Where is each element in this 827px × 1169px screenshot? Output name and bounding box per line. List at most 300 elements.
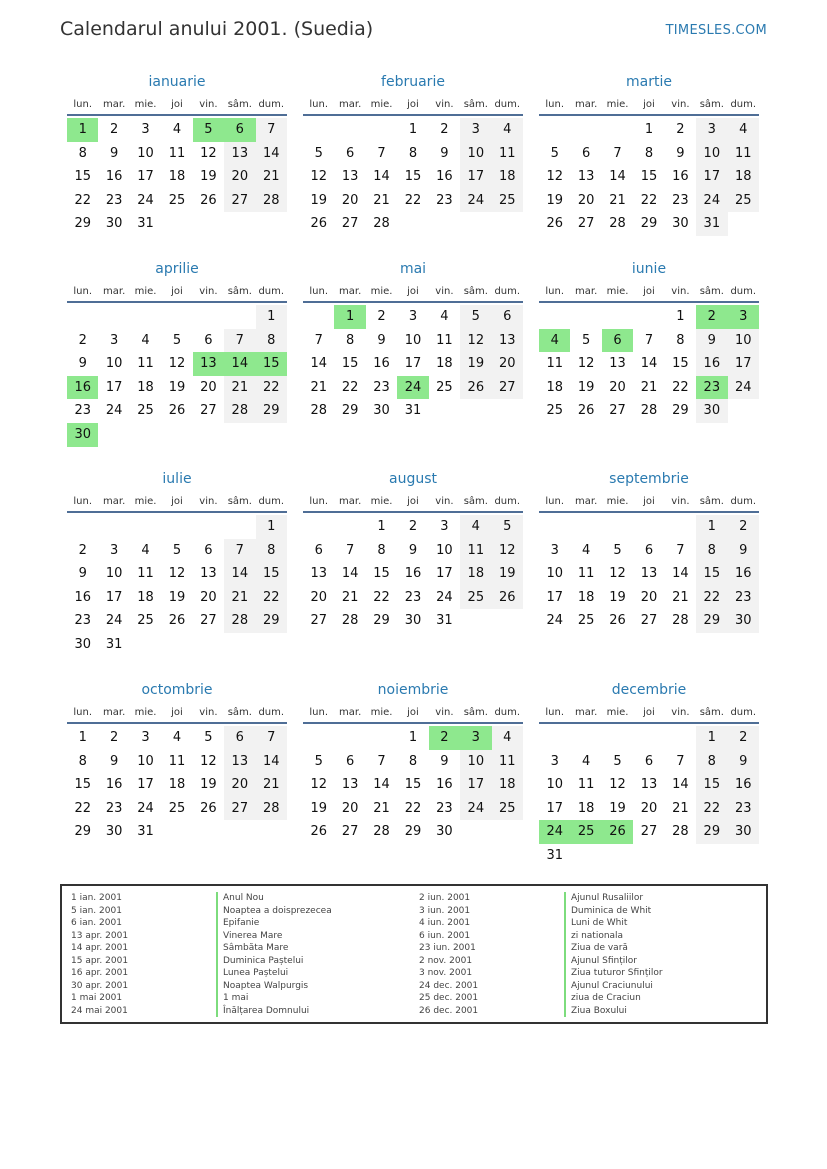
day-cell: 16 xyxy=(105,777,123,793)
month-august xyxy=(303,470,523,633)
empty-cell xyxy=(161,212,192,236)
holiday-row xyxy=(419,992,759,1005)
holiday-row xyxy=(71,1005,411,1018)
day-cell: 18 xyxy=(577,800,595,816)
day-cell: 19 xyxy=(310,192,327,208)
day-cell: 30 xyxy=(728,609,759,633)
week-row xyxy=(303,820,523,844)
week-row xyxy=(67,750,287,774)
day-cell: 3 xyxy=(109,542,119,558)
day-cell: 1 xyxy=(334,305,365,329)
day-cell: 6 xyxy=(581,145,591,161)
day-cell: 20 xyxy=(310,589,327,605)
day-cell: 10 xyxy=(546,777,563,793)
day-cell: 10 xyxy=(460,750,491,774)
day-cell: 7 xyxy=(256,118,287,142)
week-row xyxy=(303,539,523,563)
day-cell: 24 xyxy=(728,376,759,400)
month-name: octombrie xyxy=(141,682,213,698)
day-cell: 24 xyxy=(436,589,453,605)
holiday-row xyxy=(71,917,411,930)
day-cell: 12 xyxy=(609,777,626,793)
empty-cell xyxy=(67,515,98,539)
day-cell: 21 xyxy=(373,192,390,208)
holiday-date: 16 apr. 2001 xyxy=(71,968,129,978)
holiday-name: Ziua tuturor Sfinților xyxy=(564,967,663,980)
weekday-label: sâm. xyxy=(699,707,724,718)
day-cell: 26 xyxy=(546,216,563,232)
week-row xyxy=(67,609,287,633)
day-cell: 16 xyxy=(728,562,759,586)
weekday-header xyxy=(539,704,759,724)
day-cell: 31 xyxy=(137,824,154,840)
day-cell: 25 xyxy=(436,379,453,395)
day-cell: 27 xyxy=(492,376,523,400)
weekday-header xyxy=(67,704,287,724)
day-cell: 17 xyxy=(137,169,154,185)
day-cell: 16 xyxy=(436,169,453,185)
day-cell: 4 xyxy=(581,753,591,769)
empty-cell xyxy=(334,118,365,142)
empty-cell xyxy=(460,399,491,423)
day-cell: 27 xyxy=(640,613,658,629)
weekday-label: vin. xyxy=(435,99,454,110)
holiday-name: Duminica de Whit xyxy=(564,905,651,918)
day-cell: 24 xyxy=(105,613,123,629)
day-cell: 1 xyxy=(256,515,287,539)
day-cell: 17 xyxy=(460,165,491,189)
holiday-name: Duminica Paștelui xyxy=(216,955,303,968)
day-cell: 15 xyxy=(373,566,390,582)
empty-cell xyxy=(665,726,696,750)
day-cell: 29 xyxy=(696,820,727,844)
day-cell: 10 xyxy=(546,566,563,582)
day-cell: 14 xyxy=(672,566,689,582)
day-cell: 22 xyxy=(74,800,91,816)
weekday-label: sâm. xyxy=(463,496,488,507)
day-cell: 24 xyxy=(546,613,563,629)
month-iunie xyxy=(539,260,759,423)
day-cell: 10 xyxy=(696,142,727,166)
weekday-label: lun. xyxy=(545,707,565,718)
weekday-label: lun. xyxy=(73,286,93,297)
day-cell: 30 xyxy=(74,636,91,652)
day-cell: 10 xyxy=(728,329,759,353)
holiday-name: Ajunul Craciunului xyxy=(564,980,653,993)
day-cell: 1 xyxy=(408,730,418,745)
day-cell: 21 xyxy=(609,192,626,208)
day-cell: 21 xyxy=(341,589,359,605)
day-cell: 22 xyxy=(404,800,422,816)
day-cell: 2 xyxy=(78,542,87,558)
day-cell: 2 xyxy=(78,332,87,348)
day-cell: 28 xyxy=(373,216,390,232)
day-cell: 20 xyxy=(200,379,217,395)
day-cell: 1 xyxy=(676,309,685,324)
holiday-date: 6 iun. 2001 xyxy=(419,930,471,941)
weekday-label: lun. xyxy=(73,99,93,110)
day-cell: 28 xyxy=(256,797,287,821)
day-cell: 2 xyxy=(728,726,759,750)
day-cell: 20 xyxy=(224,773,255,797)
day-cell: 14 xyxy=(373,777,390,793)
day-cell: 23 xyxy=(696,376,727,400)
holiday-row xyxy=(71,955,411,968)
empty-cell xyxy=(98,515,129,539)
day-cell: 3 xyxy=(550,542,559,558)
day-cell: 28 xyxy=(672,824,689,840)
weekday-label: vin. xyxy=(199,707,218,718)
day-cell: 8 xyxy=(377,542,386,558)
month-name: iunie xyxy=(631,261,667,277)
empty-cell xyxy=(429,399,460,423)
day-cell: 5 xyxy=(550,145,559,161)
day-cell: 23 xyxy=(105,192,123,208)
day-cell: 9 xyxy=(377,332,386,348)
holiday-name: Ziua de vară xyxy=(564,942,628,955)
day-cell: 23 xyxy=(672,192,689,208)
day-cell: 16 xyxy=(696,352,727,376)
day-cell: 25 xyxy=(577,613,595,629)
day-cell: 25 xyxy=(546,403,563,419)
weekday-header xyxy=(539,96,759,116)
day-cell: 7 xyxy=(314,332,323,348)
day-cell: 1 xyxy=(408,122,418,137)
day-cell: 5 xyxy=(172,332,182,348)
week-row xyxy=(539,539,759,563)
weekday-label: dum. xyxy=(258,286,285,297)
day-cell: 4 xyxy=(492,726,523,750)
weekday-label: sâm. xyxy=(227,707,252,718)
month-name: decembrie xyxy=(611,682,687,698)
day-cell: 15 xyxy=(74,169,91,185)
weekday-label: lun. xyxy=(73,707,93,718)
weekday-label: sâm. xyxy=(463,99,488,110)
week-row xyxy=(303,797,523,821)
weekday-label: mar. xyxy=(339,496,362,507)
holiday-date: 4 iun. 2001 xyxy=(419,918,471,928)
day-cell: 4 xyxy=(728,118,759,142)
day-cell: 12 xyxy=(168,566,186,582)
day-cell: 7 xyxy=(345,542,355,558)
day-cell: 6 xyxy=(644,542,654,558)
weekday-label: mar. xyxy=(103,707,126,718)
day-cell: 6 xyxy=(492,305,523,329)
weekday-label: vin. xyxy=(671,707,690,718)
empty-cell xyxy=(256,820,287,844)
day-cell: 27 xyxy=(224,189,255,213)
weekday-label: dum. xyxy=(258,496,285,507)
weekday-label: mie. xyxy=(606,496,629,507)
empty-cell xyxy=(98,305,129,329)
day-cell: 26 xyxy=(492,586,523,610)
weekday-label: joi xyxy=(171,496,183,507)
weekday-label: joi xyxy=(407,707,419,718)
day-cell: 23 xyxy=(105,800,123,816)
day-cell: 13 xyxy=(492,329,523,353)
day-cell: 6 xyxy=(314,542,323,558)
day-cell: 31 xyxy=(105,636,123,652)
weekday-label: lun. xyxy=(309,99,329,110)
day-cell: 15 xyxy=(640,169,658,185)
holiday-name: Ziua Boxului xyxy=(564,1005,627,1018)
day-cell: 11 xyxy=(168,753,186,769)
day-cell: 6 xyxy=(224,118,255,142)
holiday-name: Înălțarea Domnului xyxy=(216,1005,309,1018)
weekday-label: dum. xyxy=(494,99,521,110)
day-cell: 24 xyxy=(397,376,428,400)
day-cell: 3 xyxy=(728,305,759,329)
day-cell: 26 xyxy=(200,800,217,816)
week-row xyxy=(539,515,759,539)
day-cell: 8 xyxy=(644,145,654,161)
day-cell: 12 xyxy=(168,356,186,372)
day-cell: 22 xyxy=(74,192,91,208)
empty-cell xyxy=(570,726,601,750)
day-cell: 25 xyxy=(460,586,491,610)
empty-cell xyxy=(633,726,664,750)
day-cell: 21 xyxy=(310,379,327,395)
day-cell: 21 xyxy=(640,379,658,395)
day-cell: 24 xyxy=(137,192,154,208)
week-row xyxy=(67,586,287,610)
week-row xyxy=(303,750,523,774)
holiday-row xyxy=(71,980,411,993)
day-cell: 11 xyxy=(546,356,563,372)
holiday-date: 14 apr. 2001 xyxy=(71,943,129,953)
day-cell: 1 xyxy=(644,122,654,137)
day-cell: 18 xyxy=(577,589,595,605)
day-cell: 7 xyxy=(256,726,287,750)
day-cell: 5 xyxy=(460,305,491,329)
day-cell: 13 xyxy=(193,352,224,376)
day-cell: 20 xyxy=(577,192,595,208)
weekday-label: lun. xyxy=(545,99,565,110)
day-cell: 19 xyxy=(492,562,523,586)
day-cell: 24 xyxy=(105,403,123,419)
day-cell: 18 xyxy=(137,379,154,395)
week-row xyxy=(303,515,523,539)
holiday-name: ziua de Craciun xyxy=(564,992,641,1005)
holiday-name: Epifanie xyxy=(216,917,259,930)
week-row xyxy=(67,352,287,376)
day-cell: 26 xyxy=(310,824,327,840)
day-cell: 13 xyxy=(341,777,359,793)
empty-cell xyxy=(602,305,633,329)
weekday-label: dum. xyxy=(258,707,285,718)
day-cell: 17 xyxy=(546,800,563,816)
empty-cell xyxy=(256,633,287,657)
weekday-label: vin. xyxy=(199,496,218,507)
day-cell: 20 xyxy=(200,589,217,605)
weekday-label: vin. xyxy=(435,286,454,297)
day-cell: 15 xyxy=(74,777,91,793)
day-cell: 2 xyxy=(728,515,759,539)
weekday-label: joi xyxy=(643,286,655,297)
empty-cell xyxy=(224,305,255,329)
day-cell: 27 xyxy=(200,403,217,419)
day-cell: 25 xyxy=(570,820,601,844)
week-row xyxy=(539,820,759,844)
holiday-name: Vinerea Mare xyxy=(216,930,282,943)
week-row xyxy=(539,352,759,376)
day-cell: 13 xyxy=(640,566,658,582)
day-cell: 28 xyxy=(341,613,359,629)
day-cell: 19 xyxy=(609,800,626,816)
day-cell: 8 xyxy=(78,145,87,161)
day-cell: 12 xyxy=(609,566,626,582)
empty-cell xyxy=(161,820,192,844)
weekday-header xyxy=(303,493,523,513)
weekday-label: vin. xyxy=(199,286,218,297)
week-row xyxy=(303,352,523,376)
week-row xyxy=(67,515,287,539)
day-cell: 28 xyxy=(224,399,255,423)
week-row xyxy=(539,726,759,750)
day-cell: 25 xyxy=(492,797,523,821)
holiday-date: 30 apr. 2001 xyxy=(71,980,129,991)
day-cell: 4 xyxy=(492,118,523,142)
weekday-label: dum. xyxy=(494,286,521,297)
empty-cell xyxy=(570,515,601,539)
day-cell: 15 xyxy=(341,356,359,372)
empty-cell xyxy=(633,515,664,539)
empty-cell xyxy=(193,633,224,657)
brand-link[interactable]: TIMESLES.COM xyxy=(665,23,767,38)
empty-cell xyxy=(602,515,633,539)
day-cell: 14 xyxy=(256,750,287,774)
weekday-label: mie. xyxy=(370,99,393,110)
empty-cell xyxy=(130,633,161,657)
day-cell: 17 xyxy=(137,777,154,793)
day-cell: 29 xyxy=(256,609,287,633)
empty-cell xyxy=(161,633,192,657)
day-cell: 4 xyxy=(539,329,570,353)
day-cell: 28 xyxy=(640,403,658,419)
day-cell: 26 xyxy=(168,403,186,419)
day-cell: 20 xyxy=(640,589,658,605)
day-cell: 28 xyxy=(310,403,327,419)
day-cell: 1 xyxy=(696,515,727,539)
day-cell: 17 xyxy=(105,379,123,395)
day-cell: 21 xyxy=(224,586,255,610)
day-cell: 2 xyxy=(377,309,386,324)
month-name: noiembrie xyxy=(377,682,449,698)
holiday-name: Luni de Whit xyxy=(564,917,627,930)
day-cell: 17 xyxy=(728,352,759,376)
holiday-name: zi nationala xyxy=(564,930,623,943)
day-cell: 19 xyxy=(310,800,327,816)
weekday-label: mar. xyxy=(339,286,362,297)
empty-cell xyxy=(602,844,633,868)
weekday-header xyxy=(303,96,523,116)
empty-cell xyxy=(539,726,570,750)
day-cell: 22 xyxy=(696,797,727,821)
week-row xyxy=(67,539,287,563)
day-cell: 11 xyxy=(728,142,759,166)
day-cell: 13 xyxy=(224,142,255,166)
day-cell: 9 xyxy=(440,753,449,769)
day-cell: 23 xyxy=(404,589,422,605)
day-cell: 3 xyxy=(550,753,559,769)
day-cell: 1 xyxy=(377,519,386,534)
weekday-label: sâm. xyxy=(463,707,488,718)
empty-cell xyxy=(492,820,523,844)
day-cell: 18 xyxy=(728,165,759,189)
week-row xyxy=(539,562,759,586)
day-cell: 17 xyxy=(696,165,727,189)
day-cell: 20 xyxy=(341,800,359,816)
day-cell: 29 xyxy=(341,403,359,419)
weekday-label: vin. xyxy=(671,496,690,507)
day-cell: 21 xyxy=(256,165,287,189)
day-cell: 16 xyxy=(373,356,390,372)
day-cell: 26 xyxy=(168,613,186,629)
empty-cell xyxy=(429,212,460,236)
holiday-name: 1 mai xyxy=(216,992,248,1005)
day-cell: 22 xyxy=(256,586,287,610)
day-cell: 17 xyxy=(460,773,491,797)
day-cell: 25 xyxy=(728,189,759,213)
week-row xyxy=(539,212,759,236)
day-cell: 7 xyxy=(676,753,685,769)
holiday-date: 2 iun. 2001 xyxy=(419,893,471,903)
day-cell: 4 xyxy=(141,542,150,558)
day-cell: 21 xyxy=(256,773,287,797)
day-cell: 26 xyxy=(310,216,327,232)
day-cell: 30 xyxy=(373,403,390,419)
day-cell: 27 xyxy=(609,403,626,419)
day-cell: 2 xyxy=(109,730,119,745)
month-septembrie xyxy=(539,470,759,633)
empty-cell xyxy=(492,609,523,633)
day-cell: 5 xyxy=(492,515,523,539)
day-cell: 27 xyxy=(224,797,255,821)
week-row xyxy=(67,376,287,400)
day-cell: 20 xyxy=(224,165,255,189)
empty-cell xyxy=(728,844,759,868)
day-cell: 28 xyxy=(224,609,255,633)
holiday-row xyxy=(419,930,759,943)
day-cell: 3 xyxy=(696,118,727,142)
day-cell: 8 xyxy=(696,539,727,563)
day-cell: 11 xyxy=(137,566,154,582)
week-row xyxy=(303,189,523,213)
weekday-header xyxy=(67,283,287,303)
day-cell: 6 xyxy=(602,329,633,353)
day-cell: 10 xyxy=(105,356,123,372)
day-cell: 20 xyxy=(609,379,626,395)
day-cell: 3 xyxy=(109,332,119,348)
holiday-row xyxy=(71,905,411,918)
weekday-label: dum. xyxy=(258,99,285,110)
weekday-label: mar. xyxy=(575,99,598,110)
day-cell: 28 xyxy=(609,216,626,232)
day-cell: 11 xyxy=(460,539,491,563)
empty-cell xyxy=(696,844,727,868)
empty-cell xyxy=(570,844,601,868)
day-cell: 29 xyxy=(256,399,287,423)
day-cell: 30 xyxy=(404,613,422,629)
month-name: aprilie xyxy=(155,261,199,277)
month-name: septembrie xyxy=(609,471,689,487)
holiday-name: Lunea Paștelui xyxy=(216,967,288,980)
week-row xyxy=(303,118,523,142)
day-cell: 5 xyxy=(314,145,323,161)
empty-cell xyxy=(256,423,287,447)
weekday-label: vin. xyxy=(435,496,454,507)
weekday-label: sâm. xyxy=(227,496,252,507)
